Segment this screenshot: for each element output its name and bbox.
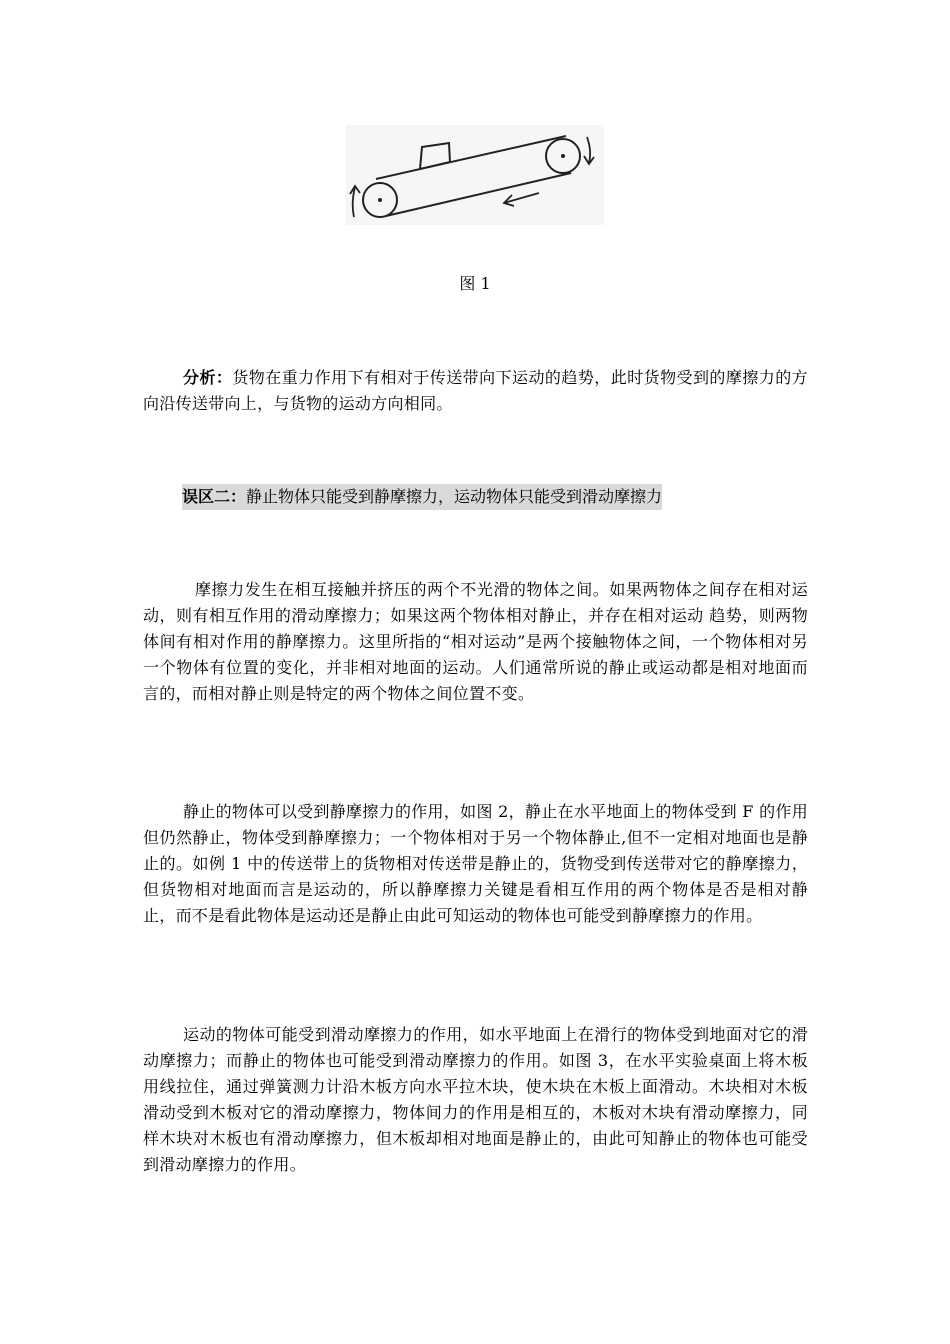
conveyor-belt-figure: [346, 125, 604, 225]
section-label: 误区二：: [182, 487, 247, 506]
analysis-text: 货物在重力作用下有相对于传送带向下运动的趋势，此时货物受到的摩擦力的方向沿传送带向上，与货物的运动方向相同。: [143, 368, 808, 413]
analysis-paragraph: [143, 365, 808, 417]
figure-caption: 图 1: [459, 274, 491, 293]
left-pulley-axle: [378, 198, 382, 202]
analysis-label: 分析：: [183, 368, 233, 387]
body-paragraph: 摩擦力发生在相互接触并挤压的两个不光滑的物体之间。如果两物体之间存在相对运动，则有相互作用的滑动摩擦力；如果这两个物体相对静止，并存在相对运动 趋势，则两物体间有相对作用的静摩擦力。这里所指的“相对运动”是两个接触物体之间，一个物体相对另一个物体有位置的变化，并非相对地面的运动。人们通常所说的静止或运动都是相对地面而言的，而相对静止则是特定的两个物体之间位置不变。: [143, 580, 808, 703]
right-rotation-arrow: [587, 137, 590, 163]
body-paragraph: 静止的物体可以受到静摩擦力的作用，如图 2，静止在水平地面上的物体受到 F 的作用但仍然静止，物体受到静摩擦力；一个物体相对于另一个物体静止,但不一定相对地面也是静止的。如例 1 中的传送带上的货物相对传送带是静止的，货物受到传送带对它的静摩擦力，但货物相对地面而言是运动的，所以静摩擦力关键是看相互作用的两个物体是否是相对静止，而不是看此物体是运动还是静止由此可知运动的物体也可能受到静摩擦力的作用。: [143, 802, 808, 925]
belt-bottom-line: [386, 173, 571, 216]
section-heading: [182, 484, 662, 510]
right-pulley-axle: [561, 154, 565, 158]
belt-top-line: [376, 136, 566, 179]
left-rotation-arrow: [353, 187, 355, 217]
body-paragraph: 运动的物体可能受到滑动摩擦力的作用，如水平地面上在滑行的物体受到地面对它的滑动摩擦力；而静止的物体也可能受到滑动摩擦力的作用。如图 3，在水平实验桌面上将木板用线拉住，通过弹簧测力计沿木板方向水平拉木块，使木块在木板上面滑动。木块相对木板滑动受到木板对它的滑动摩擦力，物体间力的作用是相互的，木板对木块有滑动摩擦力，同样木块对木板也有滑动摩擦力，但木板却相对地面是静止的，由此可知静止的物体也可能受到滑动摩擦力的作用。: [143, 1025, 808, 1174]
conveyor-belt-diagram: [346, 125, 604, 225]
cargo-box: [420, 143, 450, 169]
section-title: 静止物体只能受到静摩擦力，运动物体只能受到滑动摩擦力: [246, 487, 663, 506]
